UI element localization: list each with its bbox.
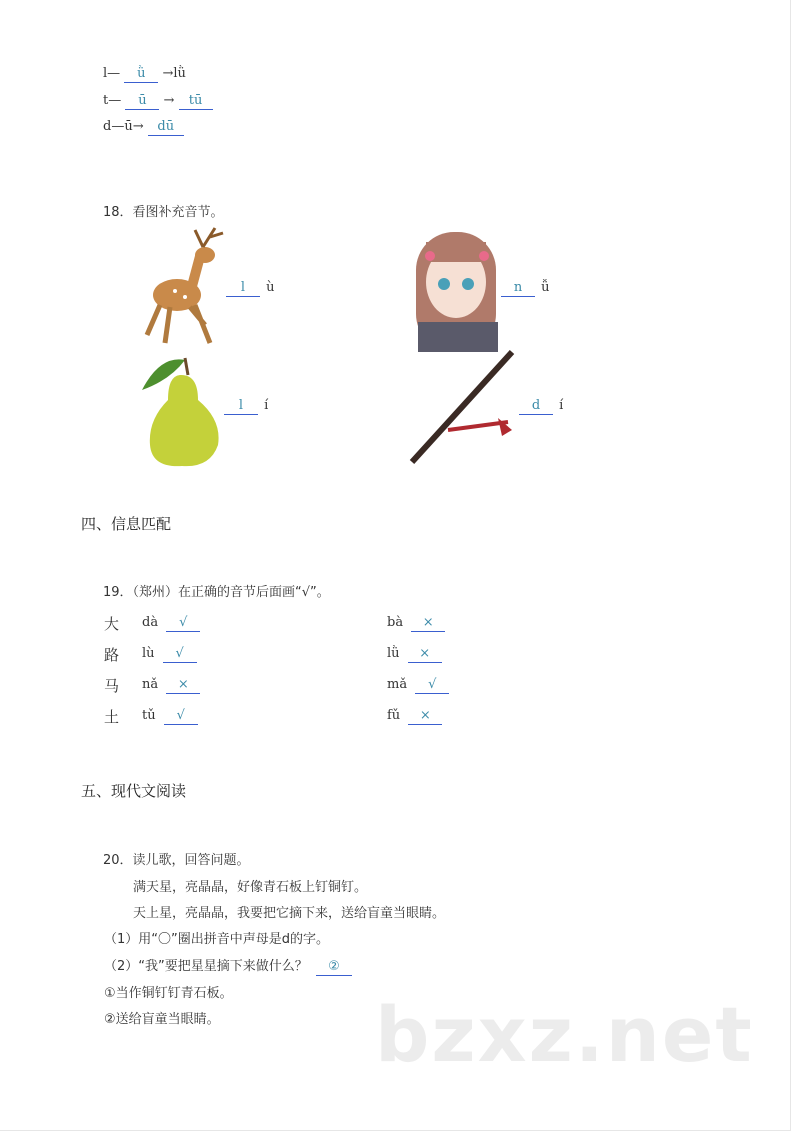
q18-item-flute xyxy=(519,398,563,415)
chinese-char: 土 xyxy=(104,708,120,726)
q17-row-2 xyxy=(103,93,213,110)
flute-picture xyxy=(408,350,518,468)
answer-blank: √ xyxy=(163,646,197,663)
q20-option-2: ②送给盲童当眼睛。 xyxy=(104,1012,220,1027)
arrow: → xyxy=(163,93,175,108)
pinyin-right xyxy=(387,708,442,725)
section-5-heading: 五、现代文阅读 xyxy=(81,782,187,800)
pinyin: fǔ xyxy=(387,708,401,723)
pinyin: dà xyxy=(142,615,159,630)
answer-blank: ū xyxy=(125,93,159,110)
answer-blank: l xyxy=(224,398,258,415)
q17-row-1 xyxy=(103,66,186,83)
answer-blank: dū xyxy=(148,119,184,136)
pinyin-right xyxy=(387,615,445,632)
arrow: → xyxy=(162,66,174,81)
q18-item-deer xyxy=(226,280,275,297)
prefix: d—ū→ xyxy=(103,119,144,134)
answer-blank: ǜ xyxy=(124,66,158,83)
pinyin-left xyxy=(142,677,200,694)
chinese-char: 马 xyxy=(104,677,120,695)
answer-blank: × xyxy=(408,708,442,725)
answer-blank: n xyxy=(501,280,535,297)
pinyin-right xyxy=(387,646,442,663)
answer-blank: × xyxy=(166,677,200,694)
answer-blank: d xyxy=(519,398,553,415)
pinyin: nǎ xyxy=(142,677,159,692)
answer-blank: × xyxy=(408,646,442,663)
deer-picture xyxy=(135,225,225,350)
pinyin: bà xyxy=(387,615,404,630)
q20-sub-1: （1）用“〇”圈出拼音中声母是d的字。 xyxy=(104,932,329,947)
result: lǜ xyxy=(173,66,186,81)
prefix: l— xyxy=(103,66,121,81)
pinyin-tail: ù xyxy=(266,280,275,295)
pinyin-tail: í xyxy=(559,398,564,413)
q20-option-1: ①当作铜钉钉青石板。 xyxy=(104,986,233,1001)
answer-blank: √ xyxy=(415,677,449,694)
q17-row-3 xyxy=(103,119,184,136)
answer-blank: ② xyxy=(316,959,352,976)
poem-line-2: 天上星，亮晶晶，我要把它摘下来，送给盲童当眼睛。 xyxy=(133,906,446,921)
q18-item-girl xyxy=(501,280,550,297)
q18-item-pear xyxy=(224,398,268,415)
pinyin: tǔ xyxy=(142,708,156,723)
q20-sub-2 xyxy=(104,955,352,976)
answer-blank: √ xyxy=(164,708,198,725)
pinyin-tail: ǚ xyxy=(541,280,550,295)
prefix: t— xyxy=(103,93,122,108)
q20-title: 20．读儿歌，回答问题。 xyxy=(103,853,250,868)
section-4-heading: 四、信息匹配 xyxy=(81,515,172,533)
q20-sub-2-text: （2）“我”要把星星摘下来做什么？ xyxy=(104,959,308,974)
poem-line-1: 满天星，亮晶晶，好像青石板上钉铜钉。 xyxy=(133,880,368,895)
pinyin-left xyxy=(142,708,198,725)
answer-blank: l xyxy=(226,280,260,297)
answer-blank: √ xyxy=(166,615,200,632)
answer-blank: × xyxy=(411,615,445,632)
pinyin-left xyxy=(142,646,197,663)
pinyin-right xyxy=(387,677,449,694)
q19-title: 19．（郑州）在正确的音节后面画“√”。 xyxy=(103,585,330,600)
chinese-char: 路 xyxy=(104,646,120,664)
pear-picture xyxy=(140,350,225,468)
answer-blank: tū xyxy=(179,93,213,110)
pinyin-tail: í xyxy=(264,398,269,413)
watermark: bzxz.net xyxy=(375,990,754,1079)
q18-title: 18．看图补充音节。 xyxy=(103,205,224,220)
girl-picture xyxy=(408,222,503,352)
pinyin: lù xyxy=(142,646,155,661)
pinyin-left xyxy=(142,615,200,632)
chinese-char: 大 xyxy=(104,615,120,633)
pinyin: mǎ xyxy=(387,677,408,692)
pinyin: lǜ xyxy=(387,646,400,661)
